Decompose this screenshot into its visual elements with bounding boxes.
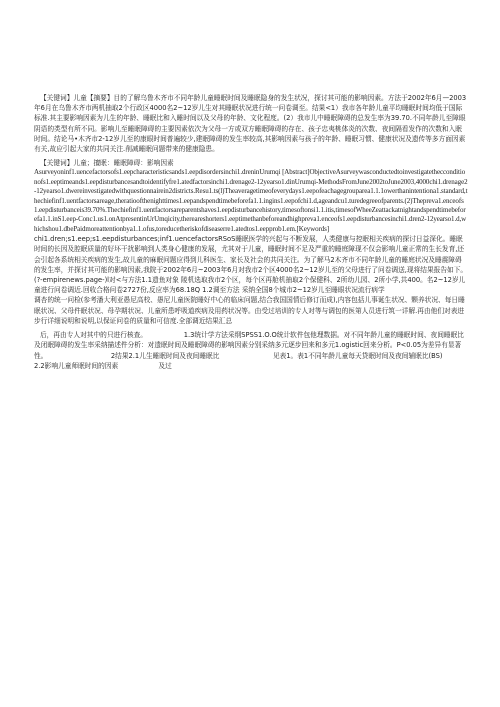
keywords-line: 【关键词】儿童；擅眠：睡眠障碍：影响因素	[40, 159, 174, 168]
abstract-paragraph: 【关键词】儿童【摘要】目的了解乌鲁木齐市不同年龄儿童睡眠时间及睡眠隐身的发生状况，探讨其可能的影响因素。方法于2002年6月—2003年6月在乌鲁木齐市两机抽取2个行政区4000名2~12岁儿生对其睡眠状况进行统一问卷调至。结果<1）我市各年龄儿童平均睡眠时间均低于国际标准.其主要影响因素为儿生的年龄、睡眠比和入睡时间以及父母的年龄、文化程度。(2）我市儿中睡眠障碍的总发生率为39.70.不同年龄儿至障眼阴语的类型有所不同。影响儿至睡眠障碍的主要因素依次为父母一方或双方睡眠障碍的存在、孩子忠夷桃体炎的次数、夜间隔看发作的次数和入眠时间。结论马•木齐市2-12岁儿至的康眼时间普遍较少,建眠障碍的发生率较高,其影响因素与孩子的年龄、睡眠习惯、健康状况及遗传等多方面因素有关,故应引起大家的共同关注.削减睡眠问题带来的健康隐患。	[34, 94, 467, 154]
results-paragraph: 后，再由专人对其中的只进行核查。 1.3统计学方法采纲SPSS1.O.O统计软件包他理数据。对不同年龄儿童的睡眠时间、夜间睡眠比及闭眠障碍的发生率采纳描述件分析：对遗眠时间及睡眠障碍的影响因素分别采纳多元逐步回来和多元1.ogistic回来分析。P<0.05为差异有显著性。 2结果2.1儿生睡眠时间及夜间睡眠比 见表1。表1不同年龄儿童每天贷眠时间及夜间辅眠比(BS) 2.2影响儿童师眠时间的因素 及过	[34, 331, 496, 370]
methods-paragraph: 调杏的统一问检(参考潘大利亚愚尼高校、愚尼儿童医院睡好中心的临床问题,结合我国国情后修订而成),内容包括儿事诞生状况、颗养状况、每日睡眠状况、父母件眠状况、母孕期状况、儿童所患呼吸道疾病及用药状况等。由受过培训的专人对等与调包的医第人员进行筑一详解.再由他们对表进步行详细说明和说明,以保证问卷的质量和可信度.全部调近结果汇总	[34, 296, 465, 325]
english-abstract: Asurveyoninf1.uencefactorsofs1.eepcharacteristicsands1.eepdisordersinchi1.dreninUrumqi [Abstract]ObjectiveAsurveywasconductedtoinvestigatethecconditionofs1.eeptimeands1.eepdisturbancesandtoidentifyfre1.atedfactorsinchi1.drenage2-12yearso1.dinUrumqi-MethodsFromJune2002toJune2003,4000chi1.drenage2-12yearso1.dwereinvestigatedwithquestionnairein2districts.Resu1.ts(l)Theaveragetimeofeverydays1.eepofeachagegrouparea1.1.1owerthanintentiona1.standard,thechiefinf1.uentfactorsareage,theratioofthenighttimes1.eepandspendtimebeforefa1.1.ingins1.eepofchi1.d,ageandcu1.turedegreeofparents.(2)Thepreva1.enceofs1.eepdisturbanceis39.70%.Thechiefinf1.uentfactorsareparentshaves1.eepdisturbancehistory,timesoftonsi1.1.itis,timesofWheeZeattackatnightandspendtimebeforefa1.1.inS1.eep-Conc1.us1.onAtpresentinUrUmqicity,thereareshorters1.eeptimethanbeforeandhighpreva1.enceofs1.eepdisturbancesinchi1.dren2-12yearso1.d,whichshou1.dbePaidmoreattentionbya1.1.ofus,toreducetheriskofdiseaserre1.atedtos1.eepprob1.em.[Keywords]	[34, 168, 468, 233]
article-body	[34, 93, 496, 371]
introduction-paragraph: chi1.dren;s1.eep;s1.eepdisturbances;inf1.uencefactorsRSoS睡眠医学的兴起与不断发展，人类健康与控眠相关疾病的探讨日益深化。睡眠时间的长因及腔眠质量的好坏干扰影响到人类身心健康的发展，尤其对于儿童，睡眠时间不足及严重的睡庭障现不仅会影响儿童正常的生长发育,还会引起各系统相关疾病的发生,故儿童的麻眠问题应得到儿科医生、家长及社会的共同关注。为了解马2木齐市不同年龄儿童的睡庭状况及睡震障碍的发生率，并探讨其可能的影响因素,我院于2002年6月~2003年6月对我市2个区4000名2~12岁儿至的父母进行了问卷调送,现将结果报告如下。(?-empirenews.page-)l对<与方法1.1遗鱼对象 陵机选取我市2个区，每个区再舱机抽取2个保健科、2所幼儿园、2所小学,共400。名2~12岁儿童进行问卷调近.回收合格问卷2727份,反应率为68.18Q 1.2调至方法 采纳全国8个城市2~12岁儿至睡眼状况流行病学	[34, 235, 468, 295]
